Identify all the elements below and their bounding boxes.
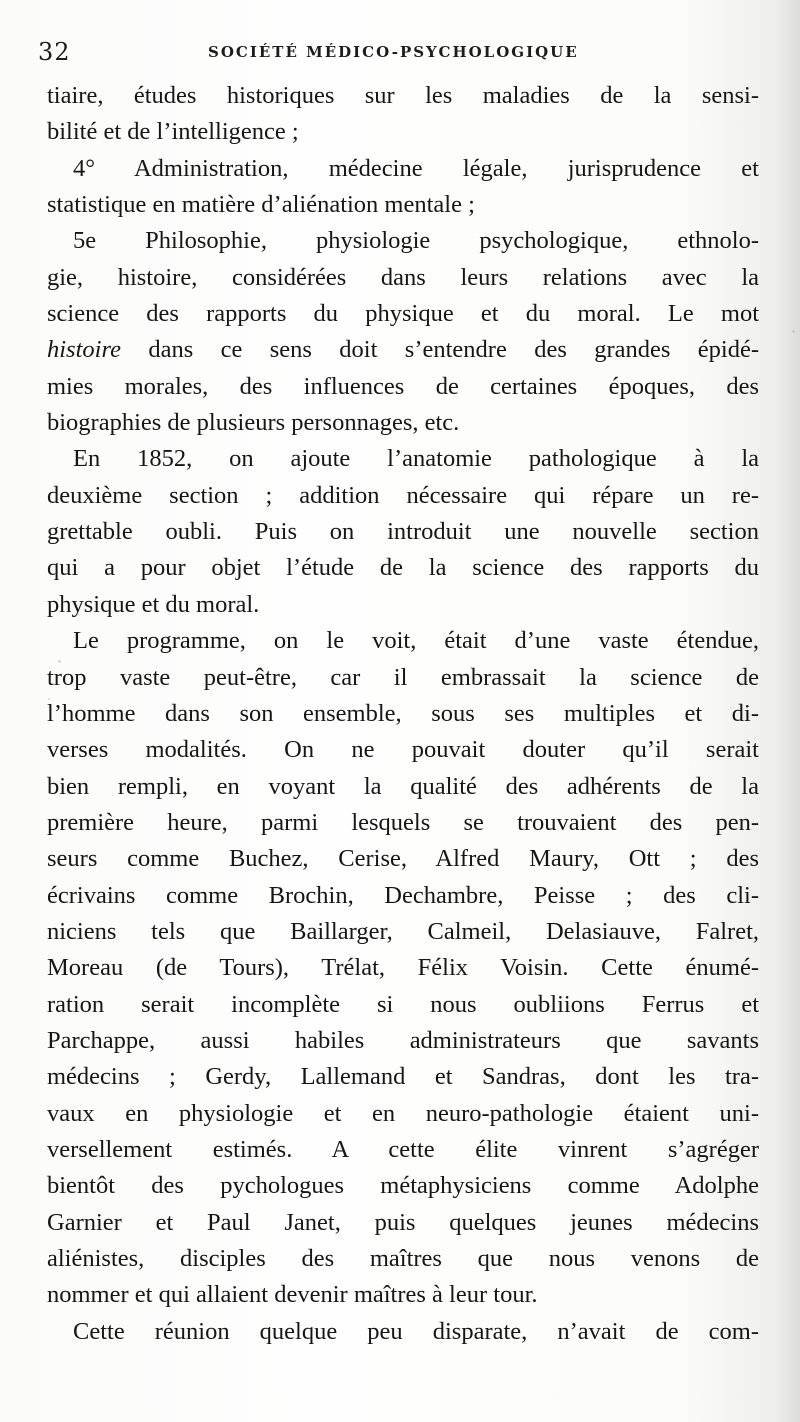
text-line: biographies de plusieurs personnages, etc. xyxy=(47,409,460,437)
text-line: l’homme dans son ensemble, sous ses multiples et di- xyxy=(47,699,759,727)
text-line: Garnier et Paul Janet, puis quelques jeunes médecins xyxy=(47,1208,759,1236)
text-line: 4° Administration, médecine légale, jurisprudence et xyxy=(73,154,759,182)
text-line: seurs comme Buchez, Cerise, Alfred Maury, Ott ; des xyxy=(47,845,759,873)
text-line: vaux en physiologie et en neuro-pathologie étaient uni- xyxy=(47,1099,759,1127)
text-line: En 1852, on ajoute l’anatomie pathologique à la xyxy=(73,445,759,473)
running-head: SOCIÉTÉ MÉDICO-PSYCHOLOGIQUE xyxy=(208,43,579,61)
text-line: écrivains comme Brochin, Dechambre, Peisse ; des cli- xyxy=(47,881,759,909)
page-header xyxy=(38,38,758,68)
text-line: première heure, parmi lesquels se trouvaient des pen- xyxy=(47,808,759,836)
text-line: deuxième section ; addition nécessaire qui répare un re- xyxy=(47,481,759,509)
text-line: bientôt des pychologues métaphysiciens comme Adolphe xyxy=(47,1172,759,1200)
text-line: grettable oubli. Puis on introduit une nouvelle section xyxy=(47,518,759,546)
text-line: nommer et qui allaient devenir maîtres à leur tour. xyxy=(47,1281,538,1309)
paper-speck xyxy=(58,660,61,663)
text-line: niciens tels que Baillarger, Calmeil, Delasiauve, Falret, xyxy=(47,917,759,945)
text-line: aliénistes, disciples des maîtres que nous venons de xyxy=(47,1245,759,1272)
text-line: Le programme, on le voit, était d’une vaste étendue, xyxy=(73,627,759,655)
text-line: ration serait incomplète si nous oubliions Ferrus et xyxy=(47,990,759,1018)
text-line: médecins ; Gerdy, Lallemand et Sandras, dont les tra- xyxy=(47,1063,759,1091)
paper-speck xyxy=(48,698,50,700)
text-line: verses modalités. On ne pouvait douter qu’il serait xyxy=(47,736,759,764)
text-line: physique et du moral. xyxy=(47,590,260,618)
text-line: tiaire, études historiques sur les maladies de la sensi- xyxy=(47,82,759,109)
body-text xyxy=(47,78,759,1350)
text-line-with-italic xyxy=(47,332,759,368)
text-line: versellement estimés. A cette élite vinrent s’agréger xyxy=(47,1135,759,1163)
text-line: trop vaste peut-être, car il embrassait la science de xyxy=(47,663,759,691)
text-line: Parchappe, aussi habiles administrateurs que savants xyxy=(47,1026,759,1054)
text-line: gie, histoire, considérées dans leurs relations avec la xyxy=(47,263,759,291)
text-line: bien rempli, en voyant la qualité des adhérents de la xyxy=(47,772,759,800)
text-line: mies morales, des influences de certaines époques, des xyxy=(47,372,759,400)
text-line: qui a pour objet l’étude de la science des rapports du xyxy=(47,554,759,582)
text-line: Moreau (de Tours), Trélat, Félix Voisin. Cette énumé- xyxy=(47,954,759,982)
paper-speck xyxy=(792,330,795,333)
text-line: bilité et de l’intelligence ; xyxy=(47,118,299,146)
text-line: Cette réunion quelque peu disparate, n’avait de com- xyxy=(73,1317,759,1345)
text-line: science des rapports du physique et du moral. Le mot xyxy=(47,300,759,328)
text-line: 5e Philosophie, physiologie psychologique, ethnolo- xyxy=(73,227,759,255)
text-line: statistique en matière d’aliénation mentale ; xyxy=(47,191,475,219)
page-number: 32 xyxy=(38,38,71,66)
text-line-rest: dans ce sens doit s’entendre des grandes épidé- xyxy=(120,336,759,364)
italic-word: histoire xyxy=(47,336,121,364)
